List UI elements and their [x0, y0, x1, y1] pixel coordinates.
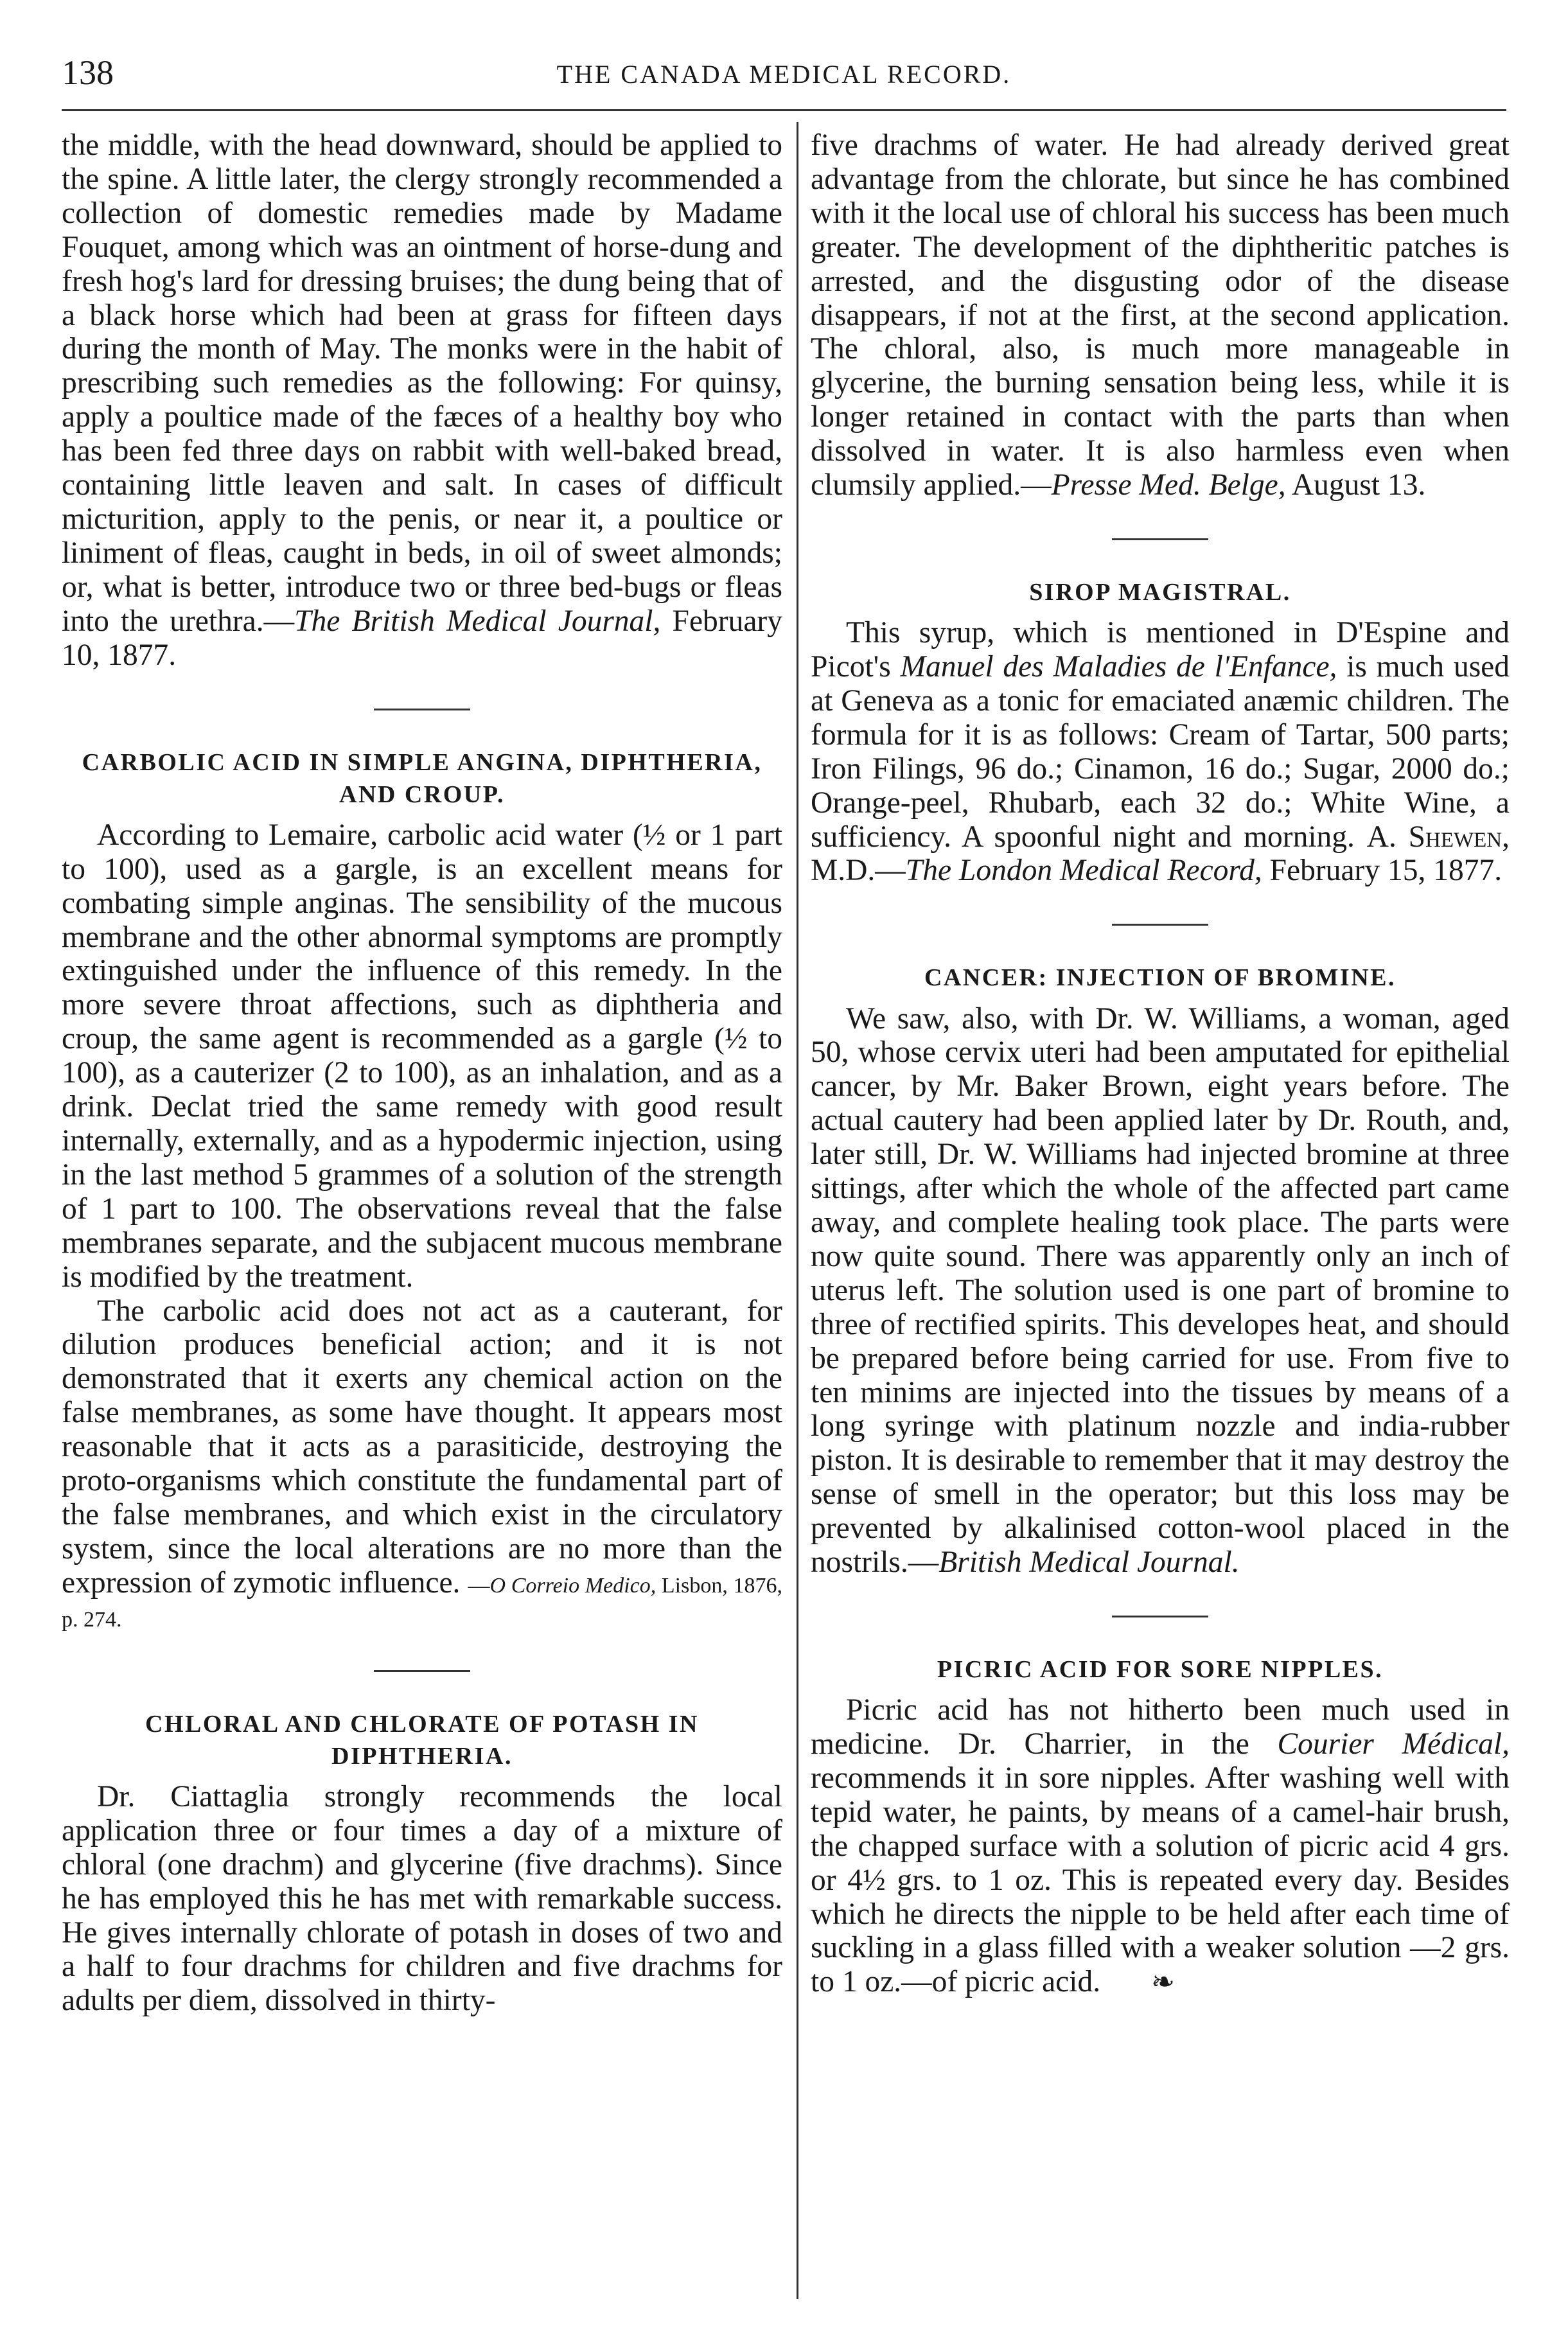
cancer-text: We saw, also, with Dr. W. Williams, a woman, aged 50, whose cervix uteri had been amputated for epithelial cancer, by Mr. Baker Brown, eight years before. The actual cautery had been applied later by Dr. Routh, and, later still, Dr. W. Williams had injected bromine at three sittings, after which the whole of the affected part came away, and complete healing took place. The parts were now quite sound. There was apparently only an inch of uterus left. The solution used is one part of bromine to three of rectified spirits. This developes heat, and should be prepared before being carried for use. From five to ten minims are injected into the tissues by means of a long syringe with platinum nozzle and india-rubber piston. It is desirable to remember that it may destroy the sense of smell in the operator; but this loss may be prevented by alkalinised cotton-wool placed in the nostrils.— — [811, 1001, 1510, 1580]
section-separator — [1112, 1616, 1208, 1617]
chloral-heading: CHLORAL AND CHLORATE OF POTASH IN DIPHTHERIA. — [145, 1710, 699, 1770]
carbolic-citation: O Correio Medico, — [489, 1573, 656, 1598]
chloral-paragraph: Dr. Ciattaglia strongly recommends the local application three or four times a day of a mixture of chloral (one drachm) and glycerine (five drachms). Since he has employed this he has met with remarkable success. He gives internally chlorate of potash in doses of two and a half to four drachms for children and five drachms for adults per diem, dissolved in thirty- — [62, 1779, 782, 2018]
section-separator — [1112, 924, 1208, 926]
chloral-continued-paragraph — [811, 128, 1510, 502]
chloral-cont-text: five drachms of water. He had already derived great advantage from the chlorate, but since he has combined with it the local use of chloral his success has been much greater. The development of the diphtheritic patches is arrested, and the disgusting odor of the disease disappears, if not at the first, at the second application. The chloral, also, is much more manageable in glycerine, the burning sensation being less, while it is longer retained in contact with the parts than when dissolved in water. It is also harmless even when clumsily applied.— — [811, 128, 1510, 502]
chloral-citation: Presse Med. Belge, — [1051, 468, 1286, 502]
sirop-text-a: This syrup, which is mentioned in D'Espine and Picot's — [811, 616, 1510, 684]
carbolic-paragraph-1: According to Lemaire, carbolic acid water (½ or 1 part to 100), used as a gargle, is an excellent means for combating simple anginas. The sensibility of the mucous membrane and the other abnormal symptoms are promptly extinguished under the influence of this remedy. In the more severe throat affections, such as diphtheria and croup, the same agent is recommended as a gargle (½ to 100), as a cauterizer (2 to 100), as an inhalation, and as a drink. Declat tried the same remedy with good result internally, externally, and as a hypodermic injection, using in the last method 5 grammes of a solution of the strength of 1 part to 100. The observations reveal that the false membranes separate, and the subjacent mucous membrane is modified by the treatment. — [62, 818, 782, 1294]
picric-paragraph — [811, 1693, 1510, 1999]
sirop-book-title: Manuel des Maladies de l'Enfance, — [900, 650, 1337, 684]
cancer-citation: British Medical Journal. — [938, 1546, 1240, 1580]
carbolic-citation-suffix: Lisbon, 1876, p. 274. — [62, 1573, 782, 1632]
carbolic-p2-text: The carbolic acid does not act as a cauterant, for dilution produces beneficial action; and it is not demonstrated that it exerts any chemical action on the false membranes, as some have thought. It appears most reasonable that it acts as a parasiticide, destroying the proto-organisms which constitute the fundamental part of the false membranes, and which exist in the circulatory system, since the local alterations are no more than the expression of zymotic influence. — [62, 1294, 782, 1599]
section-separator — [374, 1670, 470, 1672]
sirop-heading: SIROP MAGISTRAL. — [1029, 578, 1291, 606]
cancer-heading: CANCER: INJECTION OF BROMINE. — [924, 964, 1396, 992]
picric-text-b: recommends it in sore nipples. After washing well with tepid water, he paints, by means of a camel-hair brush, the chapped surface with a solution of picric acid 4 grs. or 4½ grs. to 1 oz. This is repeated every day. Besides which he directs the nipple to be held after each time of suckling in a glass filled with a weaker solution —2 grs. to 1 oz.—of picric acid. — [811, 1761, 1510, 1999]
picric-heading: PICRIC ACID FOR SORE NIPPLES. — [937, 1655, 1384, 1683]
header-rule — [62, 109, 1506, 111]
picric-journal: Courier Médical, — [1277, 1727, 1510, 1761]
fleuron-icon: ❧ — [1151, 1966, 1175, 1998]
cancer-paragraph — [811, 1002, 1510, 1580]
column-divider — [797, 122, 798, 2299]
sirop-author: A. Shewen — [1366, 820, 1502, 854]
left-column — [62, 128, 782, 2293]
intro-text: the middle, with the head downward, should be applied to the spine. A little later, the clergy strongly recommended a collection of domestic remedies made by Madame Fouquet, among which was an ointment of horse-dung and fresh hog's lard for dressing bruises; the dung being that of a black horse which had been at grass for fifteen days during the month of May. The monks were in the habit of prescribing such remedies as the following: For quinsy, apply a poultice made of the fæces of a healthy boy who has been fed three days on rabbit with well-baked bread, containing little leaven and salt. In cases of difficult micturition, apply to the penis, or near it, a poultice or liniment of fleas, caught in beds, in oil of sweet almonds; or, what is better, introduce two or three bed-bugs or fleas into the urethra.— — [62, 128, 782, 638]
carbolic-heading: CARBOLIC ACID IN SIMPLE ANGINA, DIPHTHERIA, AND CROUP. — [82, 748, 762, 808]
picric-text-a: Picric acid has not hitherto been much used in medicine. Dr. Charrier, in the — [811, 1693, 1510, 1761]
chloral-date: August 13. — [1285, 468, 1426, 502]
page-number: 138 — [62, 53, 114, 92]
sirop-paragraph — [811, 616, 1510, 888]
journal-title: THE CANADA MEDICAL RECORD. — [556, 59, 1012, 89]
section-separator — [374, 709, 470, 710]
sirop-citation: The London Medical Record, — [905, 854, 1262, 888]
carbolic-paragraph-2 — [62, 1294, 782, 1634]
running-head — [62, 45, 1506, 103]
carbolic-citation-prefix: — — [468, 1573, 490, 1598]
intro-paragraph — [62, 128, 782, 673]
intro-date: February 10, 1877. — [62, 604, 782, 672]
sirop-text-b: is much used at Geneva as a tonic for emaciated anæmic children. The formula for it is as follows: Cream of Tartar, 500 parts; Iron Filings, 96 do.; Cinamon, 16 do.; Sugar, 2000 do.; Orange-peel, Rhubarb, each 32 do.; White Wine, a sufficiency. A spoonful night and morning. — [811, 650, 1510, 854]
right-column — [811, 128, 1510, 2293]
intro-citation: The British Medical Journal, — [294, 604, 661, 638]
section-separator — [1112, 538, 1208, 540]
sirop-date: February 15, 1877. — [1262, 854, 1502, 888]
sirop-author-suffix: , M.D.— — [811, 820, 1510, 888]
